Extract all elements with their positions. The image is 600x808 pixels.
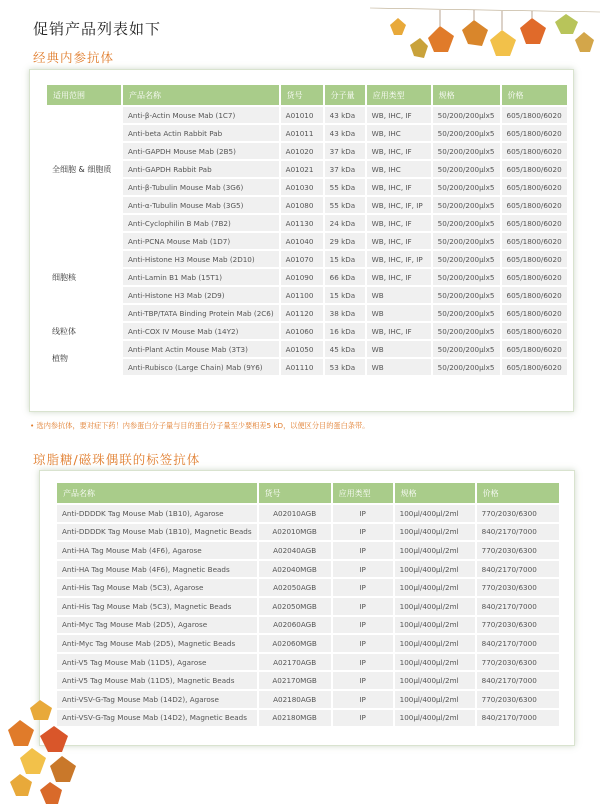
price-cell: 840/2170/7000 [477,561,559,578]
table-row [47,359,567,375]
header-price: 价格 [502,85,567,105]
molecular-weight-cell: 29 kDa [325,233,365,249]
scope-cell: 细胞核 [47,233,121,321]
product-name-cell: Anti-PCNA Mouse Mab (1D7) [123,233,279,249]
table-row [57,635,559,652]
application-cell: WB [367,359,431,375]
product-name-cell: Anti-β-Actin Mouse Mab (1C7) [123,107,279,123]
molecular-weight-cell: 24 kDa [325,215,365,231]
application-cell: WB, IHC, IF, IP [367,197,431,213]
specification-cell: 50/200/200μlx5 [433,287,500,303]
price-cell: 605/1800/6020 [502,107,567,123]
selection-note: • 选内参抗体，要对症下药！内参蛋白分子量与目的蛋白分子量至少要相差5 kD，以便区分目的蛋白条带。 [30,421,370,430]
price-cell: 840/2170/7000 [477,710,559,727]
catalog-no-cell: A01060 [281,323,323,339]
application-cell: IP [333,710,393,727]
application-cell: IP [333,542,393,559]
table-row [47,125,567,141]
catalog-no-cell: A01010 [281,107,323,123]
price-cell: 770/2030/6300 [477,579,559,596]
molecular-weight-cell: 16 kDa [325,323,365,339]
product-name-cell: Anti-His Tag Mouse Mab (5C3), Magnetic Beads [57,598,257,615]
product-name-cell: Anti-GAPDH Mouse Mab (2B5) [123,143,279,159]
table-row [47,161,567,177]
product-name-cell: Anti-His Tag Mouse Mab (5C3), Agarose [57,579,257,596]
product-name-cell: Anti-α-Tubulin Mouse Mab (3G5) [123,197,279,213]
table-row [47,323,567,339]
table-row [47,305,567,321]
specification-cell: 50/200/200μlx5 [433,323,500,339]
specification-cell: 100μl/400μl/2ml [395,524,475,541]
product-name-cell: Anti-HA Tag Mouse Mab (4F6), Magnetic Beads [57,561,257,578]
product-name-cell: Anti-COX IV Mouse Mab (14Y2) [123,323,279,339]
catalog-no-cell: A01021 [281,161,323,177]
specification-cell: 100μl/400μl/2ml [395,617,475,634]
header-molecular-weight: 分子量 [325,85,365,105]
molecular-weight-cell: 66 kDa [325,269,365,285]
price-cell: 605/1800/6020 [502,179,567,195]
application-cell: WB, IHC, IF [367,215,431,231]
table-row [47,269,567,285]
tag-antibody-table-card [39,470,575,746]
application-cell: WB [367,341,431,357]
header-application: 应用类型 [333,483,393,503]
price-cell: 605/1800/6020 [502,287,567,303]
price-cell: 840/2170/7000 [477,524,559,541]
price-cell: 840/2170/7000 [477,672,559,689]
maple-leaves-decoration-top-icon [370,0,600,80]
catalog-no-cell: A01120 [281,305,323,321]
product-name-cell: Anti-VSV-G-Tag Mouse Mab (14D2), Agarose [57,691,257,708]
application-cell: WB, IHC, IF [367,107,431,123]
catalog-no-cell: A02040MGB [259,561,331,578]
page-title: 促销产品列表如下 [33,20,162,38]
table-row [47,197,567,213]
header-product-name: 产品名称 [123,85,279,105]
specification-cell: 50/200/200μlx5 [433,269,500,285]
classic-internal-reference-table-card [29,69,574,412]
specification-cell: 100μl/400μl/2ml [395,561,475,578]
specification-cell: 50/200/200μlx5 [433,233,500,249]
table-row [47,179,567,195]
maple-leaves-decoration-bottom-icon [0,700,90,808]
table-row [57,598,559,615]
product-name-cell: Anti-HA Tag Mouse Mab (4F6), Agarose [57,542,257,559]
specification-cell: 50/200/200μlx5 [433,197,500,213]
product-name-cell: Anti-Histone H3 Mouse Mab (2D10) [123,251,279,267]
product-name-cell: Anti-Rubisco (Large Chain) Mab (9Y6) [123,359,279,375]
specification-cell: 50/200/200μlx5 [433,215,500,231]
table-row [47,215,567,231]
price-cell: 605/1800/6020 [502,305,567,321]
price-cell: 770/2030/6300 [477,654,559,671]
specification-cell: 50/200/200μlx5 [433,341,500,357]
application-cell: WB [367,287,431,303]
specification-cell: 50/200/200μlx5 [433,305,500,321]
header-price: 价格 [477,483,559,503]
scope-cell: 线粒体 [47,323,121,339]
specification-cell: 50/200/200μlx5 [433,125,500,141]
catalog-no-cell: A01110 [281,359,323,375]
molecular-weight-cell: 55 kDa [325,179,365,195]
price-cell: 605/1800/6020 [502,197,567,213]
product-name-cell: Anti-Plant Actin Mouse Mab (3T3) [123,341,279,357]
price-cell: 770/2030/6300 [477,617,559,634]
header-specification: 规格 [395,483,475,503]
section2-title: 琼脂糖/磁珠偶联的标签抗体 [33,452,201,467]
product-name-cell: Anti-Cyclophilin B Mab (7B2) [123,215,279,231]
product-name-cell: Anti-Myc Tag Mouse Mab (2D5), Magnetic Beads [57,635,257,652]
catalog-no-cell: A02170AGB [259,654,331,671]
application-cell: WB, IHC, IF, IP [367,251,431,267]
specification-cell: 100μl/400μl/2ml [395,542,475,559]
catalog-no-cell: A01080 [281,197,323,213]
catalog-no-cell: A01050 [281,341,323,357]
catalog-no-cell: A01130 [281,215,323,231]
product-name-cell: Anti-V5 Tag Mouse Mab (11D5), Agarose [57,654,257,671]
product-name-cell: Anti-DDDDK Tag Mouse Mab (1B10), Agarose [57,505,257,522]
application-cell: WB, IHC [367,125,431,141]
catalog-no-cell: A02040AGB [259,542,331,559]
application-cell: IP [333,635,393,652]
specification-cell: 50/200/200μlx5 [433,107,500,123]
product-name-cell: Anti-VSV-G-Tag Mouse Mab (14D2), Magnetic Beads [57,710,257,727]
table-row [57,561,559,578]
table-row [57,505,559,522]
specification-cell: 50/200/200μlx5 [433,251,500,267]
table-row [47,107,567,123]
internal-reference-antibody-table [45,83,569,377]
table-row [47,287,567,303]
application-cell: IP [333,579,393,596]
catalog-no-cell: A02050MGB [259,598,331,615]
header-catalog-no: 货号 [281,85,323,105]
catalog-no-cell: A01090 [281,269,323,285]
price-cell: 840/2170/7000 [477,598,559,615]
catalog-no-cell: A02060MGB [259,635,331,652]
table-row [57,672,559,689]
specification-cell: 50/200/200μlx5 [433,161,500,177]
application-cell: IP [333,672,393,689]
specification-cell: 100μl/400μl/2ml [395,654,475,671]
specification-cell: 100μl/400μl/2ml [395,505,475,522]
application-cell: WB, IHC, IF [367,323,431,339]
specification-cell: 50/200/200μlx5 [433,359,500,375]
application-cell: WB, IHC, IF [367,233,431,249]
molecular-weight-cell: 38 kDa [325,305,365,321]
table-row [47,233,567,249]
application-cell: IP [333,524,393,541]
specification-cell: 100μl/400μl/2ml [395,598,475,615]
application-cell: WB, IHC, IF [367,143,431,159]
application-cell: WB, IHC, IF [367,269,431,285]
catalog-no-cell: A01100 [281,287,323,303]
molecular-weight-cell: 37 kDa [325,161,365,177]
catalog-no-cell: A01040 [281,233,323,249]
catalog-no-cell: A02180MGB [259,710,331,727]
specification-cell: 50/200/200μlx5 [433,179,500,195]
product-name-cell: Anti-Myc Tag Mouse Mab (2D5), Agarose [57,617,257,634]
tag-antibody-table [55,481,561,728]
scope-cell: 全细胞 & 细胞质 [47,107,121,231]
specification-cell: 100μl/400μl/2ml [395,635,475,652]
header-application: 应用类型 [367,85,431,105]
table-row [57,710,559,727]
table-row [57,579,559,596]
specification-cell: 50/200/200μlx5 [433,143,500,159]
scope-cell: 植物 [47,341,121,375]
molecular-weight-cell: 53 kDa [325,359,365,375]
price-cell: 605/1800/6020 [502,233,567,249]
molecular-weight-cell: 43 kDa [325,107,365,123]
price-cell: 605/1800/6020 [502,359,567,375]
catalog-no-cell: A01030 [281,179,323,195]
product-name-cell: Anti-V5 Tag Mouse Mab (11D5), Magnetic Beads [57,672,257,689]
specification-cell: 100μl/400μl/2ml [395,691,475,708]
catalog-no-cell: A02180AGB [259,691,331,708]
specification-cell: 100μl/400μl/2ml [395,579,475,596]
molecular-weight-cell: 37 kDa [325,143,365,159]
catalog-no-cell: A01070 [281,251,323,267]
catalog-no-cell: A02010MGB [259,524,331,541]
application-cell: IP [333,598,393,615]
catalog-no-cell: A02170MGB [259,672,331,689]
price-cell: 605/1800/6020 [502,269,567,285]
product-name-cell: Anti-Lamin B1 Mab (15T1) [123,269,279,285]
price-cell: 605/1800/6020 [502,323,567,339]
table-row [57,654,559,671]
header-product-name: 产品名称 [57,483,257,503]
price-cell: 840/2170/7000 [477,635,559,652]
price-cell: 770/2030/6300 [477,505,559,522]
molecular-weight-cell: 43 kDa [325,125,365,141]
application-cell: IP [333,561,393,578]
molecular-weight-cell: 15 kDa [325,251,365,267]
header-specification: 规格 [433,85,500,105]
price-cell: 605/1800/6020 [502,215,567,231]
price-cell: 605/1800/6020 [502,161,567,177]
catalog-no-cell: A01020 [281,143,323,159]
price-cell: 770/2030/6300 [477,542,559,559]
price-cell: 605/1800/6020 [502,341,567,357]
application-cell: WB, IHC [367,161,431,177]
table-row [47,341,567,357]
product-name-cell: Anti-Histone H3 Mab (2D9) [123,287,279,303]
header-scope: 适用范围 [47,85,121,105]
application-cell: WB, IHC, IF [367,179,431,195]
table-row [57,524,559,541]
table-row [47,251,567,267]
molecular-weight-cell: 55 kDa [325,197,365,213]
table-row [57,617,559,634]
section1-title: 经典内参抗体 [33,50,115,65]
specification-cell: 100μl/400μl/2ml [395,672,475,689]
catalog-no-cell: A02060AGB [259,617,331,634]
price-cell: 605/1800/6020 [502,251,567,267]
table-row [57,691,559,708]
application-cell: WB [367,305,431,321]
application-cell: IP [333,691,393,708]
specification-cell: 100μl/400μl/2ml [395,710,475,727]
header-catalog-no: 货号 [259,483,331,503]
product-name-cell: Anti-GAPDH Rabbit Pab [123,161,279,177]
price-cell: 770/2030/6300 [477,691,559,708]
price-cell: 605/1800/6020 [502,125,567,141]
application-cell: IP [333,617,393,634]
application-cell: IP [333,505,393,522]
product-name-cell: Anti-DDDDK Tag Mouse Mab (1B10), Magnetic Beads [57,524,257,541]
table-row [57,542,559,559]
catalog-no-cell: A02010AGB [259,505,331,522]
product-name-cell: Anti-β-Tubulin Mouse Mab (3G6) [123,179,279,195]
product-name-cell: Anti-TBP/TATA Binding Protein Mab (2C6) [123,305,279,321]
product-name-cell: Anti-beta Actin Rabbit Pab [123,125,279,141]
price-cell: 605/1800/6020 [502,143,567,159]
application-cell: IP [333,654,393,671]
catalog-no-cell: A02050AGB [259,579,331,596]
table-row [47,143,567,159]
molecular-weight-cell: 15 kDa [325,287,365,303]
catalog-no-cell: A01011 [281,125,323,141]
molecular-weight-cell: 45 kDa [325,341,365,357]
